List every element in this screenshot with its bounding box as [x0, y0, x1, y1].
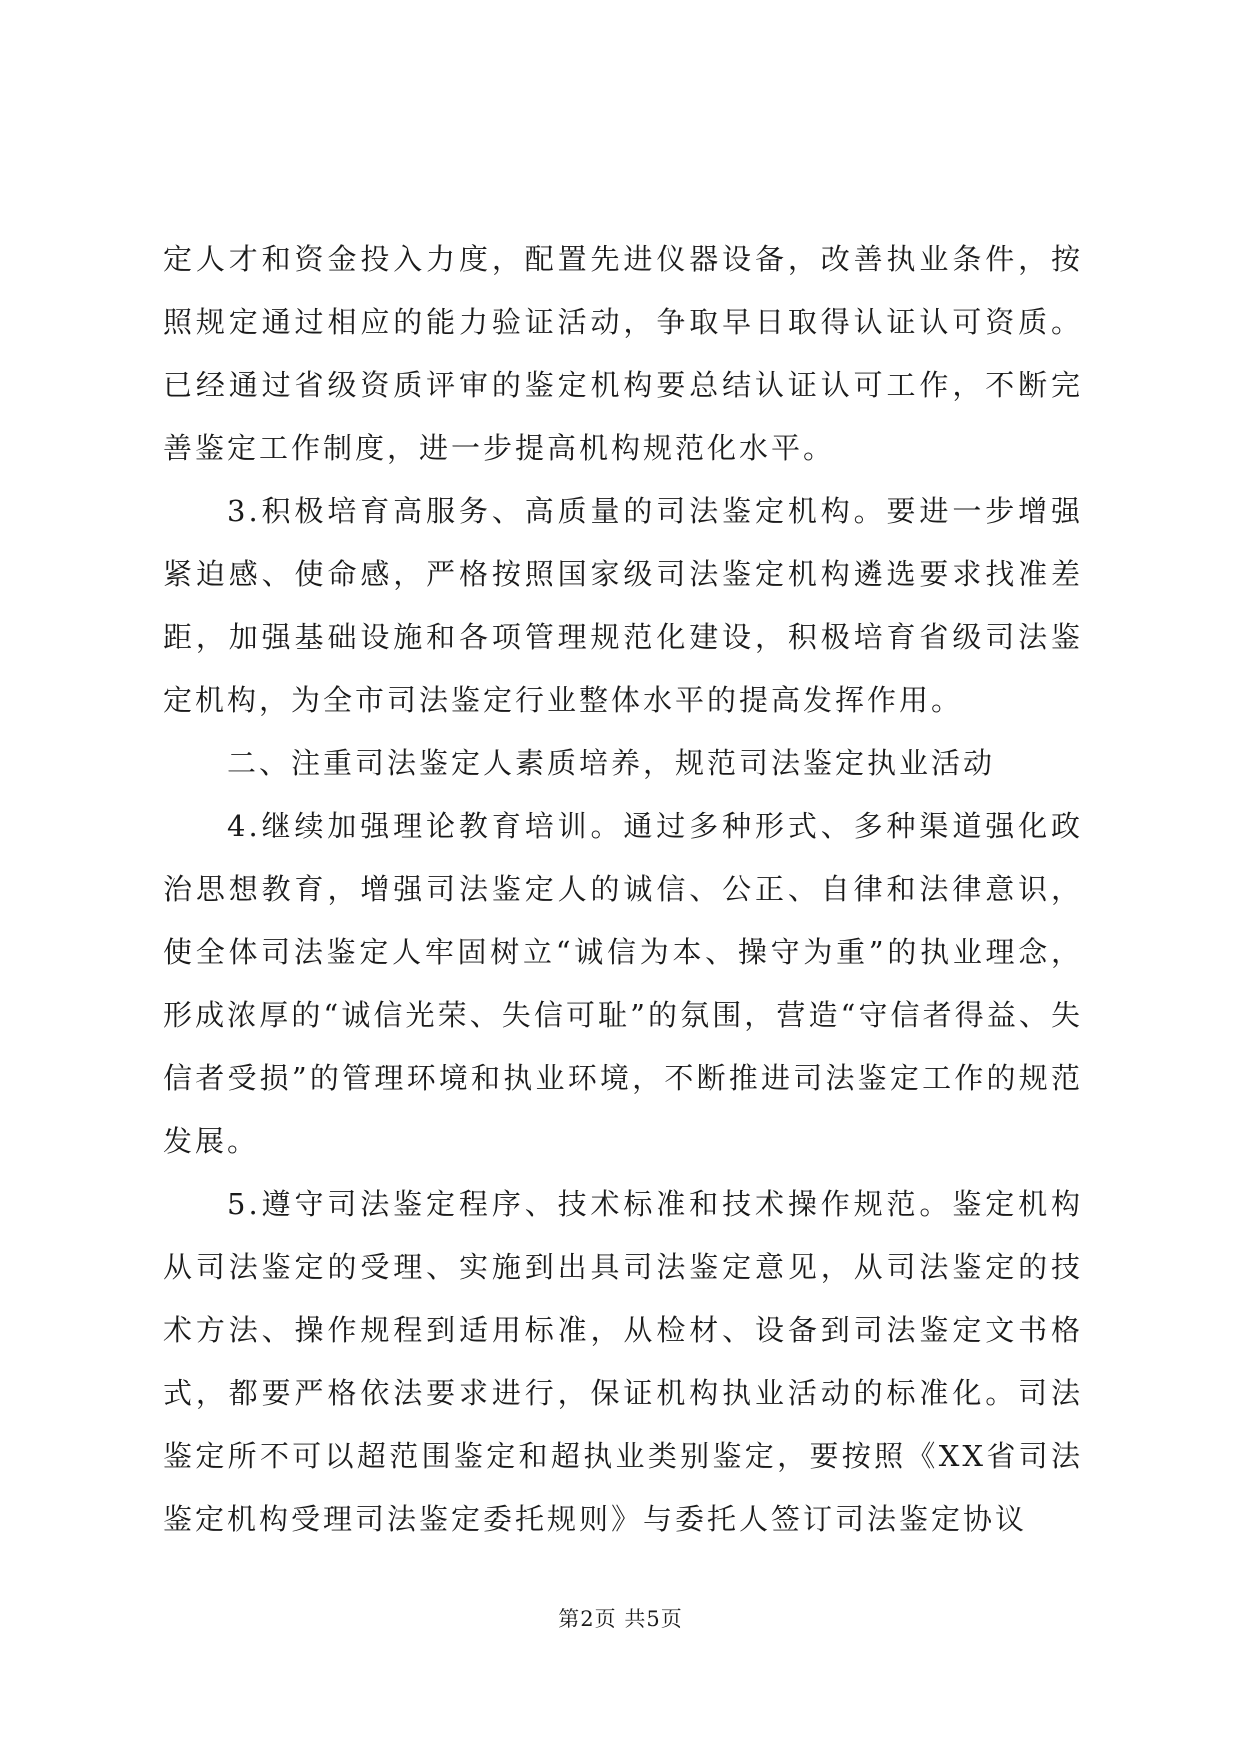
- paragraph-item-5: 5.遵守司法鉴定程序、技术标准和技术操作规范。鉴定机构从司法鉴定的受理、实施到出具司法鉴定意见，从司法鉴定的技术方法、操作规程到适用标准，从检材、设备到司法鉴定文书格式，都要严格依法要求进行，保证机构执业活动的标准化。司法鉴定所不可以超范围鉴定和超执业类别鉴定，要按照《XX省司法鉴定机构受理司法鉴定委托规则》与委托人签订司法鉴定协议: [163, 1187, 1083, 1536]
- paragraph-item-4: 4.继续加强理论教育培训。通过多种形式、多种渠道强化政治思想教育，增强司法鉴定人的诚信、公正、自律和法律意识，使全体司法鉴定人牢固树立“诚信为本、操守为重”的执业理念，形成浓厚的“诚信光荣、失信可耻”的氛围，营造“守信者得益、失信者受损”的管理环境和执业环境，不断推进司法鉴定工作的规范发展。: [163, 809, 1083, 1158]
- section-heading-2: 二、注重司法鉴定人素质培养，规范司法鉴定执业活动: [227, 746, 996, 780]
- page-number-footer: 第2页 共5页: [558, 1607, 683, 1631]
- paragraph-item-3: 3.积极培育高服务、高质量的司法鉴定机构。要进一步增强紧迫感、使命感，严格按照国家级司法鉴定机构遴选要求找准差距，加强基础设施和各项管理规范化建设，积极培育省级司法鉴定机构，为全市司法鉴定行业整体水平的提高发挥作用。: [163, 494, 1083, 717]
- document-body: [163, 228, 1083, 1551]
- paragraph-continued: 定人才和资金投入力度，配置先进仪器设备，改善执业条件，按照规定通过相应的能力验证活动，争取早日取得认证认可资质。已经通过省级资质评审的鉴定机构要总结认证认可工作，不断完善鉴定工作制度，进一步提高机构规范化水平。: [163, 242, 1083, 465]
